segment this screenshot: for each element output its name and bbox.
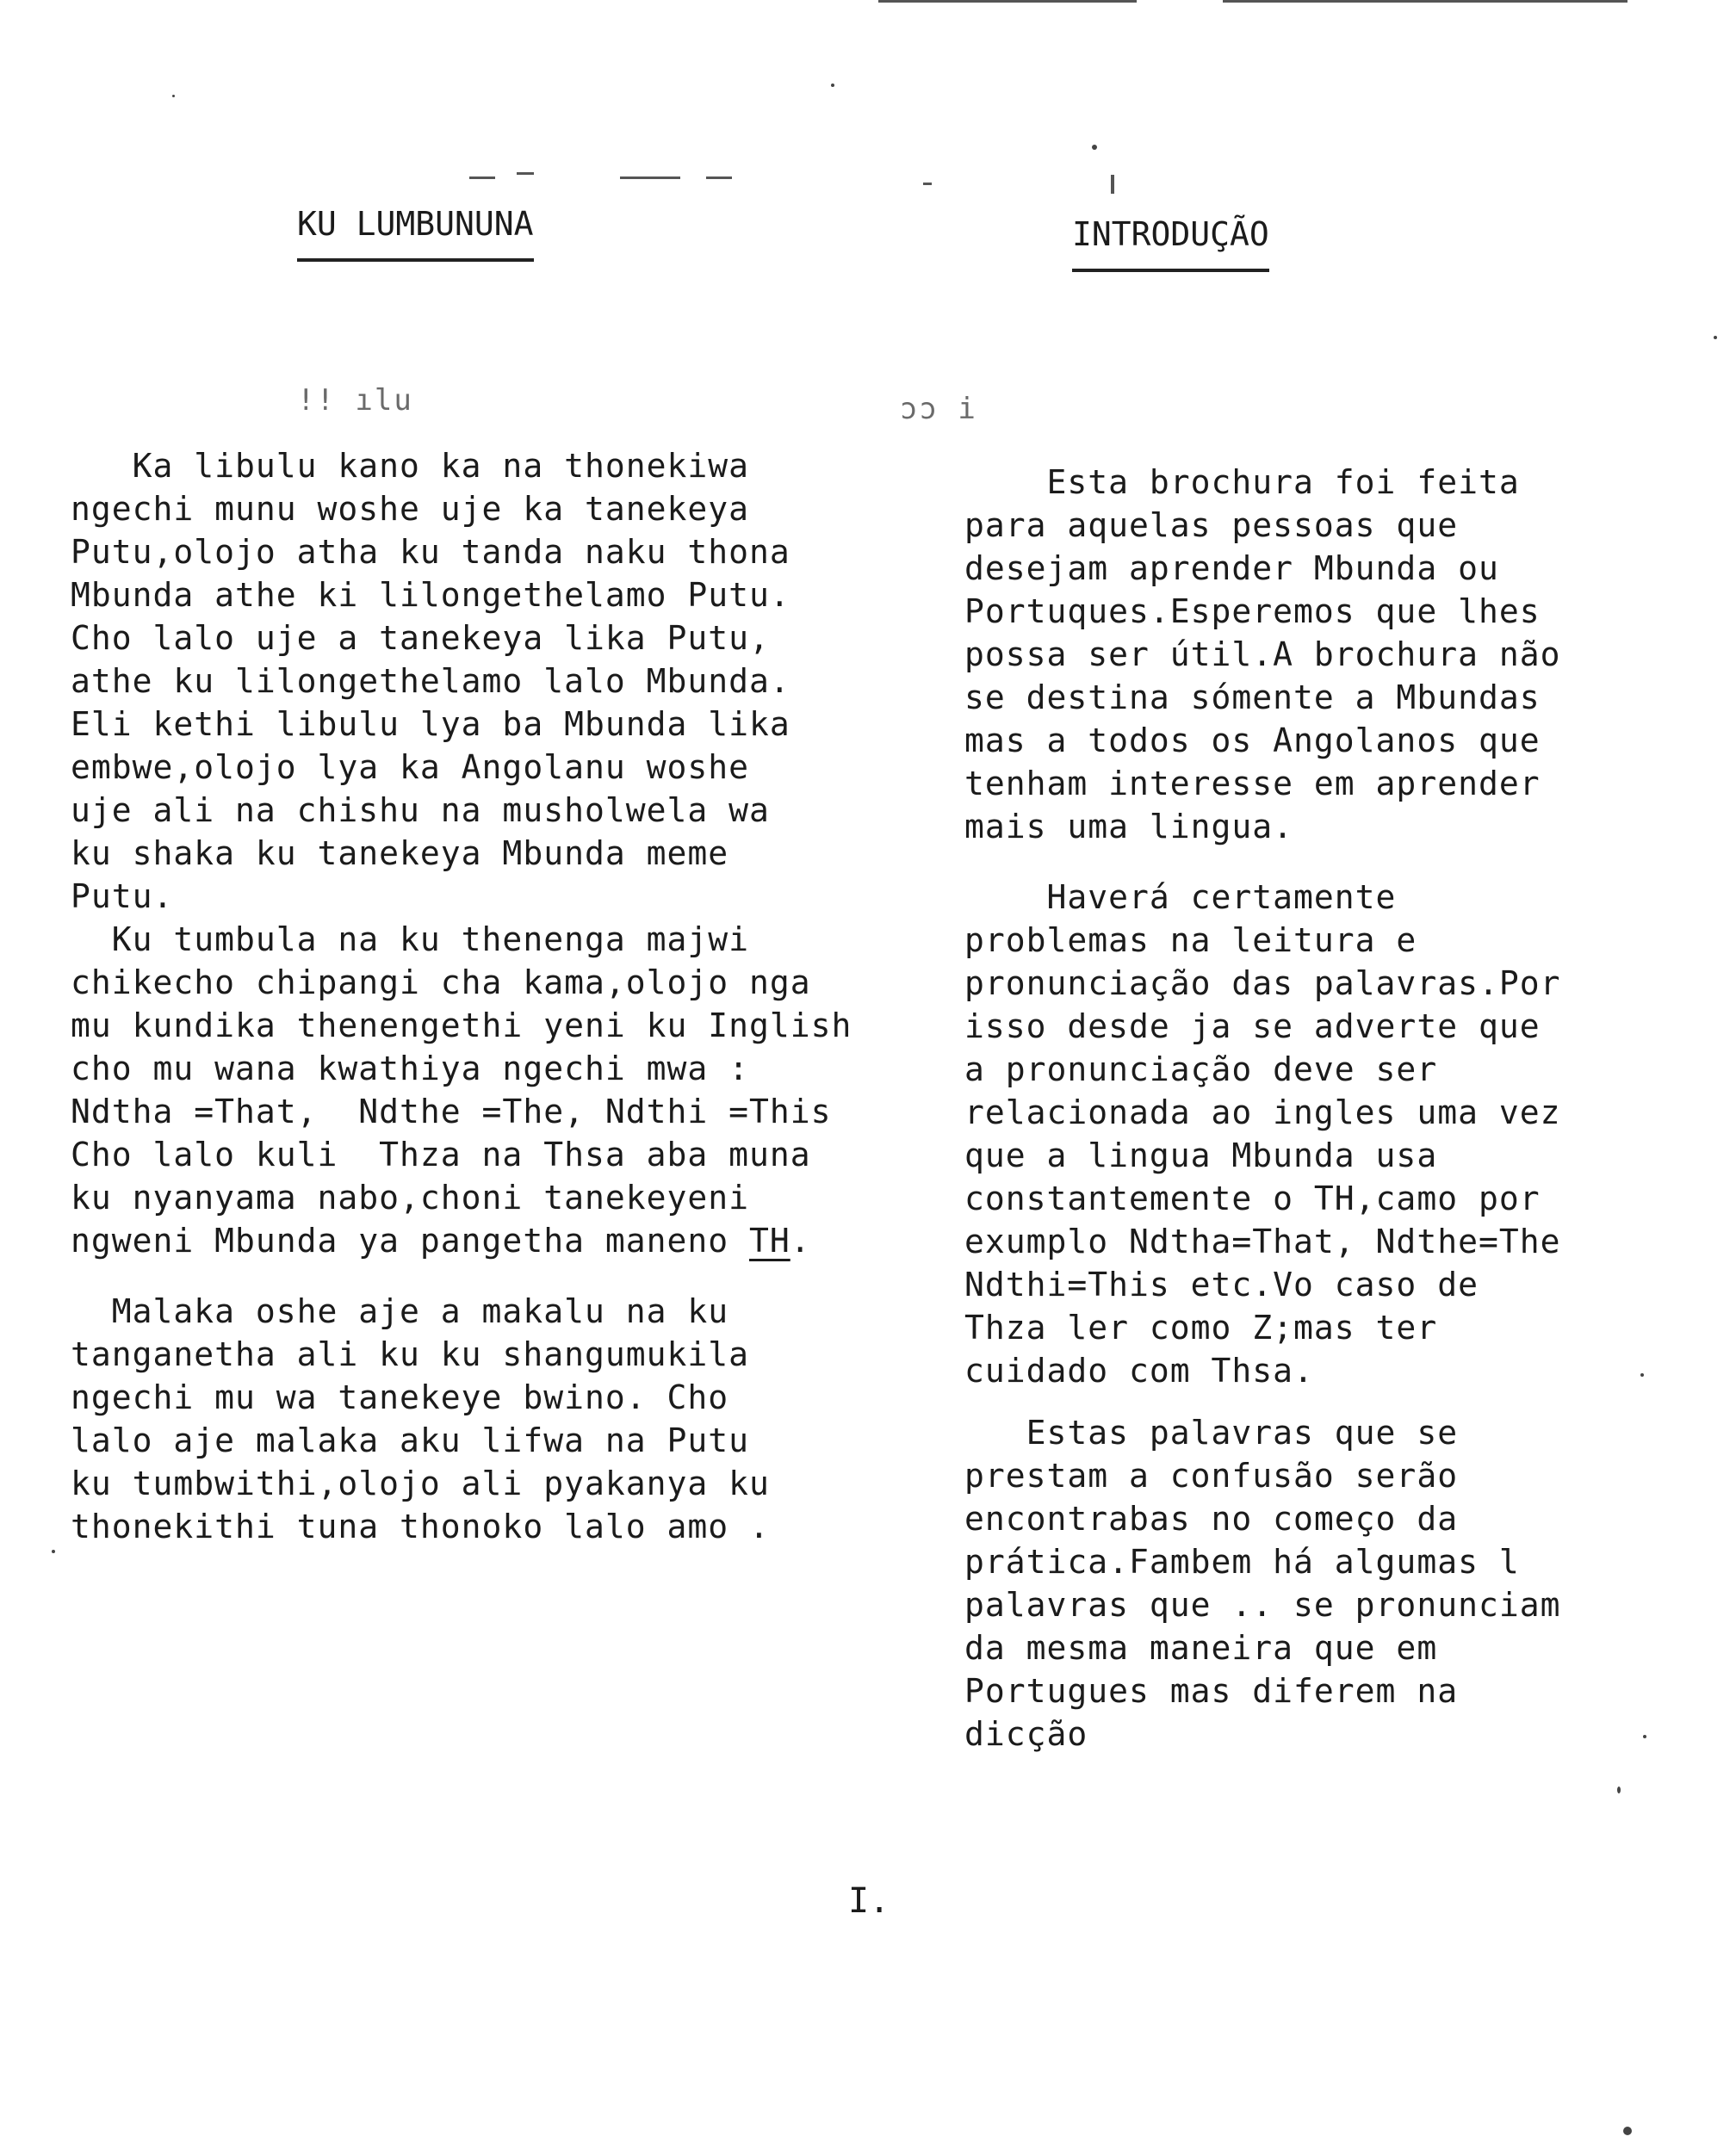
right-paragraph-2 xyxy=(964,876,1560,1392)
right-paragraph-1 xyxy=(964,461,1560,848)
text-line: ngweni Mbunda ya pangetha maneno TH. xyxy=(71,1222,811,1260)
scan-dot xyxy=(1623,2127,1632,2135)
text-line: athe ku lilongethelamo lalo Mbunda. xyxy=(71,662,790,700)
page-number: I. xyxy=(848,1881,890,1921)
text-line: Malaka oshe aje a makalu na ku xyxy=(71,1292,729,1330)
text-line: Ndthi=This etc.Vo caso de xyxy=(964,1266,1479,1304)
text-line: Esta brochura foi feita xyxy=(964,463,1520,501)
text-line: da mesma maneira que em xyxy=(964,1629,1438,1667)
scan-dot xyxy=(831,84,834,87)
text-line: mas a todos os Angolanos que xyxy=(964,721,1541,759)
text-line: Mbunda athe ki lilongethelamo Putu. xyxy=(71,576,790,614)
text-line: ngechi munu woshe uje ka tanekeya xyxy=(71,490,749,528)
text-line: dicção xyxy=(964,1715,1088,1753)
text-line: Haverá certamente xyxy=(964,878,1397,916)
text-line: prestam a confusão serão xyxy=(964,1457,1459,1495)
text-line: Portugues mas diferem na xyxy=(964,1672,1459,1710)
text-line: Eli kethi libulu lya ba Mbunda lika xyxy=(71,705,790,743)
text-line: ku nyanyama nabo,choni tanekeyeni xyxy=(71,1179,749,1217)
text-line: ku shaka ku tanekeya Mbunda meme xyxy=(71,834,729,872)
text-line: palavras que .. se pronunciam xyxy=(964,1586,1561,1624)
scan-dot xyxy=(1092,145,1097,150)
text-line: ngechi mu wa tanekeye bwino. Cho xyxy=(71,1378,729,1416)
scan-mark xyxy=(1111,175,1114,194)
text-line: se destina sómente a Mbundas xyxy=(964,678,1541,716)
faint-text-right: ɔɔ i xyxy=(900,392,977,426)
scan-mark xyxy=(517,172,534,175)
text-line: Estas palavras que se xyxy=(964,1414,1459,1452)
scan-dot xyxy=(1714,336,1717,339)
left-paragraph-2 xyxy=(71,918,852,1262)
paragraph-gap xyxy=(964,1392,1560,1411)
scan-dot xyxy=(1640,1373,1644,1377)
scan-mark xyxy=(620,177,680,179)
text-line: tenham interesse em aprender xyxy=(964,765,1541,802)
text-line: thonekithi tuna thonoko lalo amo . xyxy=(71,1508,770,1545)
scan-dot xyxy=(1617,1787,1621,1793)
text-line: Thza ler como Z;mas ter xyxy=(964,1309,1438,1347)
heading-right: INTRODUÇÃO xyxy=(1072,215,1269,272)
scan-dot xyxy=(52,1550,55,1553)
text-line: Ka libulu kano ka na thonekiwa xyxy=(71,447,749,485)
text-line: encontrabas no começo da xyxy=(964,1500,1459,1538)
underlined-th: TH xyxy=(748,1222,790,1260)
scan-mark xyxy=(923,183,932,185)
text-line: uje ali na chishu na musholwela wa xyxy=(71,791,770,829)
text-line: Portuques.Esperemos que lhes xyxy=(964,592,1541,630)
text-line: que a lingua Mbunda usa xyxy=(964,1136,1438,1174)
scan-mark xyxy=(706,177,732,179)
text-segment: ngweni Mbunda ya pangetha maneno xyxy=(71,1222,729,1260)
right-paragraph-3 xyxy=(964,1411,1560,1756)
text-line: exumplo Ndtha=That, Ndthe=The xyxy=(964,1223,1561,1260)
heading-left: KU LUMBUNUNA xyxy=(297,205,534,262)
scan-dot xyxy=(172,95,175,97)
text-line: tanganetha ali ku ku shangumukila xyxy=(71,1335,749,1373)
faint-text-left: !! ılu xyxy=(297,383,413,418)
text-line: constantemente o TH,camo por xyxy=(964,1180,1541,1217)
text-line: cuidado com Thsa. xyxy=(964,1352,1314,1390)
text-line: pronunciação das palavras.Por xyxy=(964,964,1561,1002)
text-line: isso desde ja se adverte que xyxy=(964,1007,1541,1045)
paragraph-gap xyxy=(964,848,1560,876)
text-line: Putu,olojo atha ku tanda naku thona xyxy=(71,533,790,571)
left-column xyxy=(71,444,852,1548)
text-line: lalo aje malaka aku lifwa na Putu xyxy=(71,1421,749,1459)
text-line: desejam aprender Mbunda ou xyxy=(964,549,1499,587)
text-line: para aquelas pessoas que xyxy=(964,506,1459,544)
right-column xyxy=(964,461,1560,1756)
text-line: Cho lalo kuli Thza na Thsa aba muna xyxy=(71,1136,811,1174)
left-paragraph-1 xyxy=(71,444,852,918)
text-line: ku tumbwithi,olojo ali pyakanya ku xyxy=(71,1465,770,1502)
text-line: problemas na leitura e xyxy=(964,921,1417,959)
text-line: chikecho chipangi cha kama,olojo nga xyxy=(71,963,811,1001)
scan-mark xyxy=(469,177,495,179)
text-line: relacionada ao ingles uma vez xyxy=(964,1093,1561,1131)
text-line: mais uma lingua. xyxy=(964,808,1294,845)
text-line: prática.Fambem há algumas l xyxy=(964,1543,1520,1581)
text-line: cho mu wana kwathiya ngechi mwa : xyxy=(71,1050,749,1087)
text-line: Putu. xyxy=(71,877,174,915)
text-line: embwe,olojo lya ka Angolanu woshe xyxy=(71,748,749,786)
paragraph-gap xyxy=(71,1262,852,1290)
text-line: mu kundika thenengethi yeni ku Inglish xyxy=(71,1006,852,1044)
scan-dot xyxy=(1643,1735,1646,1738)
text-line: possa ser útil.A brochura não xyxy=(964,635,1561,673)
text-line: Ku tumbula na ku thenenga majwi xyxy=(71,920,749,958)
top-scan-line xyxy=(878,0,1137,3)
text-line: Cho lalo uje a tanekeya lika Putu, xyxy=(71,619,770,657)
left-paragraph-3 xyxy=(71,1290,852,1548)
text-line: a pronunciação deve ser xyxy=(964,1050,1438,1088)
text-line: Ndtha =That, Ndthe =The, Ndthi =This xyxy=(71,1093,832,1130)
top-scan-line-2 xyxy=(1223,0,1628,3)
